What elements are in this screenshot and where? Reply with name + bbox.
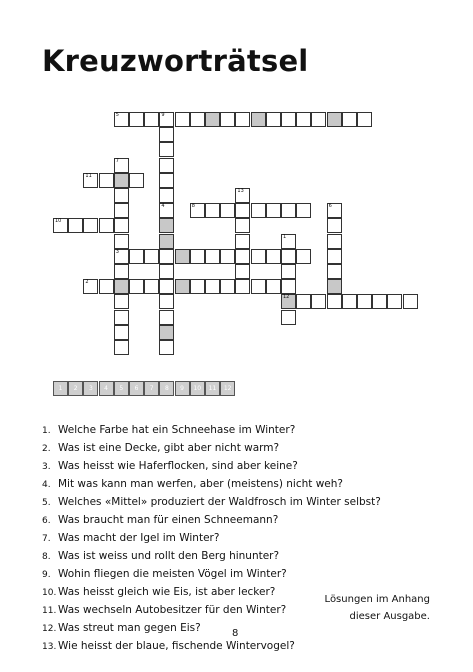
grid-cell <box>281 112 296 127</box>
grid-cell <box>190 279 205 294</box>
grid-cell <box>311 112 326 127</box>
grid-cell <box>205 112 220 127</box>
clue-text: Wie heisst der blaue, fischende Wintervogel? <box>58 640 295 652</box>
grid-cell <box>190 203 205 218</box>
clue-text: Was ist weiss und rollt den Berg hinunter? <box>58 550 280 562</box>
solution-cell: 7 <box>144 381 159 396</box>
clue-number: 4. <box>42 480 51 490</box>
grid-cell <box>159 340 174 355</box>
cell-number: 12 <box>283 294 290 301</box>
grid-cell <box>372 294 387 309</box>
clue-item <box>42 440 381 458</box>
grid-cell <box>251 249 266 264</box>
cell-number: 10 <box>55 218 62 225</box>
grid-cell <box>144 112 159 127</box>
grid-cell <box>281 294 296 309</box>
grid-cell <box>159 264 174 279</box>
grid-cell <box>251 203 266 218</box>
clue-text: Mit was kann man werfen, aber (meistens) nicht weh? <box>58 478 343 490</box>
grid-cell <box>159 188 174 203</box>
answers-note <box>300 591 430 625</box>
clue-number: 5. <box>42 498 51 508</box>
grid-cell <box>235 249 250 264</box>
grid-cell <box>159 234 174 249</box>
grid-cell <box>68 218 83 233</box>
answers-note-line: Lösungen im Anhang <box>324 594 430 605</box>
grid-cell <box>129 249 144 264</box>
page-title: Kreuzworträtsel <box>42 44 309 78</box>
clue-item <box>42 638 381 656</box>
clue-item <box>42 548 381 566</box>
grid-cell <box>99 218 114 233</box>
grid-cell <box>281 264 296 279</box>
grid-cell <box>266 203 281 218</box>
grid-cell <box>129 173 144 188</box>
solution-cell: 6 <box>129 381 144 396</box>
grid-cell <box>159 203 174 218</box>
page-number: 8 <box>232 628 239 639</box>
clue-number: 2. <box>42 444 51 454</box>
grid-cell <box>175 249 190 264</box>
grid-cell <box>281 203 296 218</box>
clue-number: 8. <box>42 552 51 562</box>
cell-number: 6 <box>328 203 332 210</box>
solution-cell: 4 <box>99 381 114 396</box>
clue-item <box>42 566 381 584</box>
grid-cell <box>235 279 250 294</box>
solution-cell: 1 <box>53 381 68 396</box>
grid-cell <box>159 127 174 142</box>
clue-item <box>42 530 381 548</box>
grid-cell <box>220 249 235 264</box>
grid-cell <box>220 203 235 218</box>
grid-cell <box>159 294 174 309</box>
grid-cell <box>190 249 205 264</box>
clue-text: Welches «Mittel» produziert der Waldfrosch im Winter selbst? <box>58 496 381 508</box>
solution-cell: 10 <box>190 381 205 396</box>
clue-number: 9. <box>42 570 51 580</box>
grid-cell <box>296 203 311 218</box>
grid-cell <box>114 188 129 203</box>
grid-cell <box>281 310 296 325</box>
clue-number: 12. <box>42 624 57 634</box>
grid-cell <box>114 279 129 294</box>
grid-cell <box>235 112 250 127</box>
clue-number: 1. <box>42 426 51 436</box>
grid-cell <box>266 279 281 294</box>
grid-cell <box>114 234 129 249</box>
grid-cell <box>311 294 326 309</box>
clue-text: Was heisst wie Haferflocken, sind aber keine? <box>58 460 298 472</box>
grid-cell <box>281 249 296 264</box>
grid-cell <box>175 279 190 294</box>
cell-number: 13 <box>237 188 244 194</box>
grid-cell <box>114 249 129 264</box>
grid-cell <box>327 203 342 218</box>
clue-text: Welche Farbe hat ein Schneehase im Winter? <box>58 424 296 436</box>
grid-cell <box>159 310 174 325</box>
grid-cell <box>114 218 129 233</box>
cell-number: 9 <box>161 112 165 118</box>
grid-cell <box>159 279 174 294</box>
grid-cell <box>114 340 129 355</box>
grid-cell <box>114 203 129 218</box>
solution-cell: 5 <box>114 381 129 396</box>
solution-cell: 9 <box>175 381 190 396</box>
solution-cell: 3 <box>83 381 98 396</box>
clue-item <box>42 494 381 512</box>
clue-text: Was ist eine Decke, gibt aber nicht warm? <box>58 442 280 454</box>
grid-cell <box>251 279 266 294</box>
grid-cell <box>357 112 372 127</box>
solution-cell: 2 <box>68 381 83 396</box>
grid-cell <box>99 173 114 188</box>
grid-cell <box>144 279 159 294</box>
grid-cell <box>144 249 159 264</box>
grid-cell <box>129 112 144 127</box>
grid-cell <box>159 158 174 173</box>
clue-number: 11. <box>42 606 57 616</box>
clue-number: 7. <box>42 534 51 544</box>
grid-cell <box>159 112 174 127</box>
solution-cell: 11 <box>205 381 220 396</box>
clue-number: 13. <box>42 642 57 652</box>
grid-cell <box>83 218 98 233</box>
grid-cell <box>281 234 296 249</box>
clue-text: Was wechseln Autobesitzer für den Winter? <box>58 604 287 616</box>
cell-number: 11 <box>85 172 92 179</box>
grid-cell <box>266 249 281 264</box>
grid-cell <box>114 173 129 188</box>
clue-text: Was macht der Igel im Winter? <box>58 532 220 544</box>
solution-cell: 8 <box>159 381 174 396</box>
grid-cell <box>296 249 311 264</box>
grid-cell <box>220 112 235 127</box>
grid-cell <box>205 203 220 218</box>
cell-number: 4 <box>161 203 165 210</box>
grid-cell <box>235 188 250 203</box>
grid-cell <box>235 264 250 279</box>
grid-cell <box>205 279 220 294</box>
grid-cell <box>327 234 342 249</box>
clue-item <box>42 422 381 440</box>
cell-number: 8 <box>191 203 195 210</box>
solution-cell: 12 <box>220 381 235 396</box>
clue-item <box>42 512 381 530</box>
grid-cell <box>175 112 190 127</box>
grid-cell <box>220 279 235 294</box>
grid-cell <box>235 234 250 249</box>
cell-number: 5 <box>115 112 119 118</box>
answers-note-line: dieser Ausgabe. <box>349 611 430 622</box>
clue-number: 3. <box>42 462 51 472</box>
cell-number: 3 <box>115 248 119 255</box>
clue-number: 10. <box>42 588 57 598</box>
grid-cell <box>159 325 174 340</box>
grid-cell <box>235 203 250 218</box>
grid-cell <box>129 279 144 294</box>
grid-cell <box>53 218 68 233</box>
clue-text: Was streut man gegen Eis? <box>58 622 201 634</box>
grid-cell <box>357 294 372 309</box>
grid-cell <box>205 249 220 264</box>
grid-cell <box>190 112 205 127</box>
grid-cell <box>327 264 342 279</box>
grid-cell <box>114 310 129 325</box>
clue-item <box>42 458 381 476</box>
grid-cell <box>296 112 311 127</box>
grid-cell <box>159 218 174 233</box>
grid-cell <box>342 294 357 309</box>
grid-cell <box>327 279 342 294</box>
cell-number: 2 <box>85 279 89 286</box>
grid-cell <box>159 173 174 188</box>
clue-number: 6. <box>42 516 51 526</box>
grid-cell <box>114 294 129 309</box>
grid-cell <box>327 294 342 309</box>
grid-cell <box>342 112 357 127</box>
grid-cell <box>159 142 174 157</box>
grid-cell <box>159 249 174 264</box>
grid-cell <box>99 279 114 294</box>
grid-cell <box>235 218 250 233</box>
grid-cell <box>327 112 342 127</box>
grid-cell <box>327 249 342 264</box>
cell-number: 7 <box>115 157 119 164</box>
clue-text: Was heisst gleich wie Eis, ist aber lecker? <box>58 586 276 598</box>
grid-cell <box>266 112 281 127</box>
grid-cell <box>83 279 98 294</box>
grid-cell <box>114 112 129 127</box>
cell-number: 1 <box>283 233 287 240</box>
clue-text: Was braucht man für einen Schneemann? <box>58 514 279 526</box>
grid-cell <box>83 173 98 188</box>
clue-item <box>42 476 381 494</box>
grid-cell <box>403 294 418 309</box>
grid-cell <box>281 279 296 294</box>
grid-cell <box>296 294 311 309</box>
grid-cell <box>114 264 129 279</box>
grid-cell <box>114 158 129 173</box>
grid-cell <box>114 325 129 340</box>
grid-cell <box>327 218 342 233</box>
clue-text: Wohin fliegen die meisten Vögel im Winter? <box>58 568 287 580</box>
grid-cell <box>251 112 266 127</box>
grid-cell <box>387 294 402 309</box>
